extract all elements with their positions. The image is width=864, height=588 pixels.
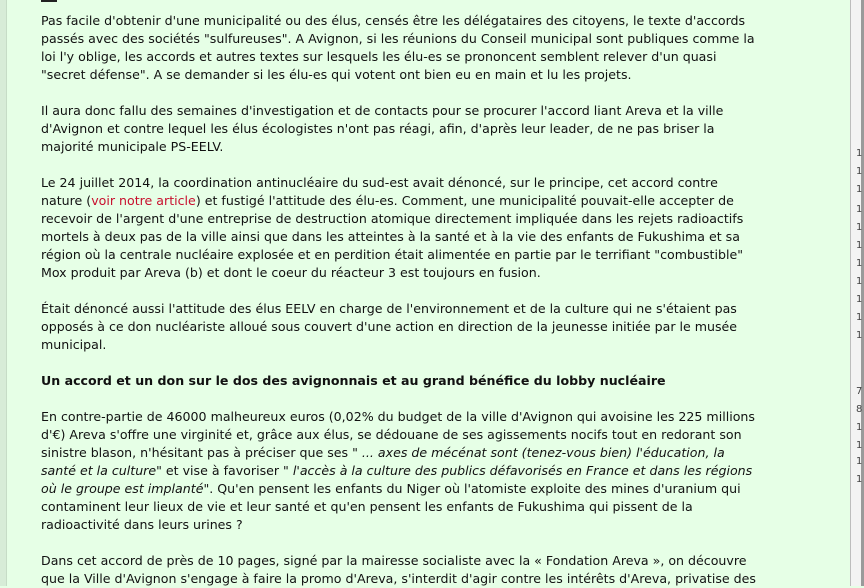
paragraph-3-text-end: ) et fustigé l'attitude des élu-es. Comment, une municipalité pouvait-elle accepter de recevoir de l'argent d'une entreprise de destruction atomique directement impliquée dans les rejets radioactifs mortels à deux pas de la ville ainsi que dans les atteintes à la santé et à la vie des enfants de Fukushima et sa région où la centrale nucléaire explosée et en perdition était alimentée en partie par le terrifiant "combustible" Mox produit par Areva (b) et dont le coeur du réacteur 3 est toujours en fusion.	[41, 193, 744, 280]
paragraph-5-text-a: En contre-partie de 46000 malheureux euros (0,02% du budget de la ville d'Avignon qui avoisine les 225 millions d'€) Areva s'offre une virginité et, grâce aux élus, se dédouane de ses agissements nocifs tout en redorant son sinistre blason, n'hésitant pas à préciser que ses "	[41, 409, 755, 460]
paragraph-5-text-b: " et vise à favoriser "	[156, 463, 293, 478]
section-heading: Un accord et un don sur le dos des avignonnais et au grand bénéfice du lobby nucléaire	[41, 373, 666, 388]
rail-digit: 1	[856, 148, 863, 159]
article-paragraph-2: Il aura donc fallu des semaines d'investigation et de contacts pour se procurer l'accord liant Areva et la ville d'Avignon et contre lequel les élus écologistes n'ont pas réagi, afin, d'après leur leader, de ne pas briser la majorité municipale PS-EELV.	[41, 103, 724, 154]
paragraph-5-quote-2: l'accès à la culture des publics défavorisés en France et dans les régions où le groupe est implanté	[41, 463, 753, 496]
paragraph-3-text-start: Le 24 juillet 2014, la coordination antinucléaire du sud-est avait dénoncé, sur le principe, cet accord contre nature (	[41, 175, 718, 208]
paragraph-5-quote-1: ... axes de mécénat sont (tenez-vous bien) l'éducation, la santé et la culture	[41, 445, 725, 478]
article-paragraph-6: Dans cet accord de près de 10 pages, signé par la mairesse socialiste avec la « Fondation Areva », on découvre que la Ville d'Avignon s'engage à faire la promo d'Areva, s'interdit d'agir contre les intérêts d'Areva, privatise des	[41, 553, 756, 586]
rail-digit: 1	[856, 276, 863, 287]
left-panel-border	[0, 0, 7, 586]
article-paragraph-4: Était dénoncé aussi l'attitude des élus EELV en charge de l'environnement et de la culture qui ne s'étaient pas opposés à ce don nucléariste alloué sous couvert d'une action en direction de la jeunesse initiée par le musée municipal.	[41, 301, 738, 352]
rail-digit: 1	[856, 294, 863, 305]
rail-digit: 1	[856, 240, 863, 251]
rail-digit: 1	[856, 330, 863, 341]
article-paragraph-5	[41, 408, 761, 534]
rail-digit: 1	[856, 204, 863, 215]
voir-notre-article-link[interactable]: voir notre article	[91, 193, 196, 208]
rail-digit: 1	[856, 456, 863, 467]
rail-digit: 1	[856, 312, 863, 323]
article-paragraph-3	[41, 174, 761, 282]
rail-digit: 1	[856, 474, 863, 485]
rail-digit: 1	[856, 222, 863, 233]
paragraph-5-text-c: ". Qu'en pensent les enfants du Niger où l'atomiste exploite des mines d'uranium qui contaminent leur lieux de vie et leur santé et qu'en pensent les enfants de Fukushima qui pissent de la radioactivité dans leurs urines ?	[41, 481, 741, 532]
article-paragraph-1: Pas facile d'obtenir d'une municipalité ou des élus, censés être les délégataires des citoyens, le texte d'accords passés avec des sociétés "sulfureuses". A Avignon, si les réunions du Conseil municipal sont publiques comme la loi l'y oblige, les accords et autres textes sur lesquels les élu-es se prononcent semblent relever d'un quasi "secret défense". A se demander si les élu-es qui votent ont bien eu en main et lu les projets.	[41, 13, 755, 82]
rail-digit: 1	[856, 422, 863, 433]
rail-digit: 7	[856, 386, 863, 397]
rail-digit: 8	[856, 404, 863, 415]
rail-digit: 1	[856, 258, 863, 269]
rail-digit: 1	[856, 184, 863, 195]
rail-digit: 1	[856, 166, 863, 177]
top-separator	[41, 0, 57, 2]
rail-digit: 1	[856, 440, 863, 451]
